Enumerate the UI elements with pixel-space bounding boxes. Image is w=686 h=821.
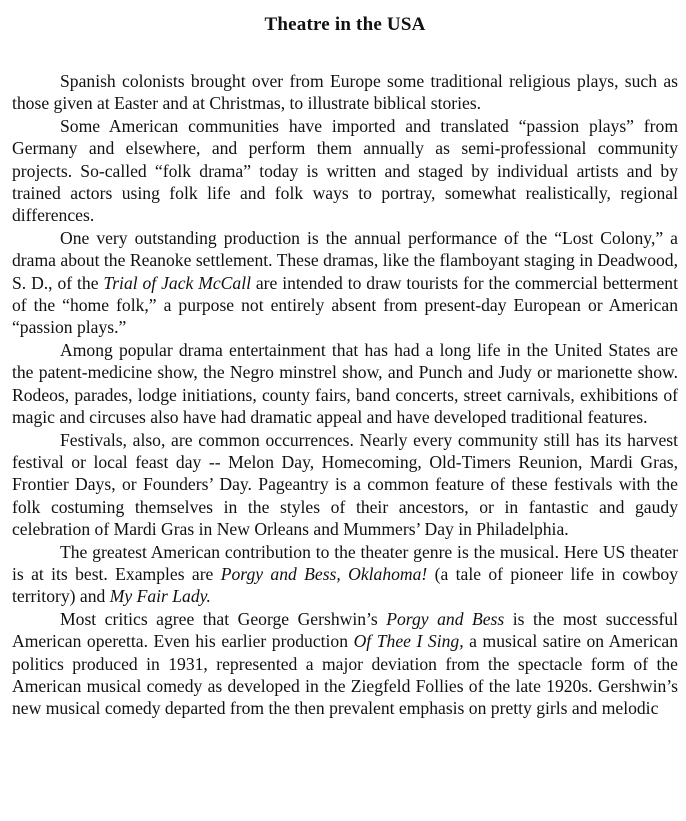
paragraph-text: a musical satire on American politics produced in 1931, represented a major deviation from the spectacle form of the American musical comedy as developed in the Ziegfeld Follies of the late 1920s. Gershwin’s new musical comedy departed from the then prevalent emphasis on pretty girls and melodic (12, 631, 679, 719)
italic-title-text: Porgy and Bess (386, 608, 505, 629)
paragraph-text: Among popular drama entertainment that has had a long life in the United States are the patent-medicine show, the Negro minstrel show, and Punch and Judy or marionette show. Rodeos, parades, lodge initiations, county fairs, band concerts, street carnivals, exhibitions of magic and circuses also have had dramatic appeal and have developed traditional features. (12, 339, 678, 428)
paragraph-text: Some American communities have imported and translated “passion plays” from Germany and elsewhere, and perform them annually as semi-professional community projects. So-called “folk drama” today is written and staged by individual artists and by trained actors using folk life and folk ways to portray, somewhat realistically, regional differences. (12, 115, 678, 226)
paragraph-text: is the most successful American operetta. Even his earlier production (12, 608, 679, 652)
paragraph-text: are intended to draw tourists for the commercial betterment of the “home folk,” a purpose not entirely absent from present-day European or American “passion plays.” (12, 272, 678, 338)
paragraph (12, 115, 678, 227)
paragraph-text: Spanish colonists brought over from Europe some traditional religious plays, such as those given at Easter and at Christmas, to illustrate biblical stories. (12, 71, 678, 114)
paragraph-text: Most critics agree that George Gershwin’s (60, 608, 387, 629)
italic-title-text: Of Thee I Sing, (353, 631, 464, 652)
page-title: Theatre in the USA (264, 14, 426, 35)
paragraph-text: Festivals, also, are common occurrences. Nearly every community still has its harvest festival or local feast day -- Melon Day, Homecoming, Old-Timers Reunion, Mardi Gras, Frontier Days, or Founders’ Day. Pageantry is a common feature of these festivals with the folk costuming themselves in the styles of their ancestors, or in fantastic and gaudy celebration of Mardi Gras in New Orleans and Mummers’ Day in Philadelphia. (12, 429, 678, 540)
paragraph (12, 70, 678, 115)
italic-title-text: My Fair Lady. (109, 586, 211, 607)
paragraph-text: The greatest American contribution to the theater genre is the musical. Here US theater is at its best. Examples are (12, 541, 678, 584)
body-text (12, 70, 678, 720)
paragraph-text: (a tale of pioneer life in cowboy territory) and (12, 563, 679, 607)
paragraph (12, 429, 678, 541)
italic-title-text: Trial of Jack McCall (103, 272, 251, 293)
paragraph (12, 541, 678, 608)
paragraph-text: One very outstanding production is the annual performance of the “Lost Colony,” a drama about the Reanoke settlement. These dramas, like the flamboyant staging in Deadwood, S. D., of the (12, 227, 678, 293)
italic-title-text: Porgy and Bess, Oklahoma! (220, 563, 428, 584)
paragraph (12, 608, 678, 720)
paragraph (12, 227, 678, 339)
paragraph (12, 339, 678, 429)
